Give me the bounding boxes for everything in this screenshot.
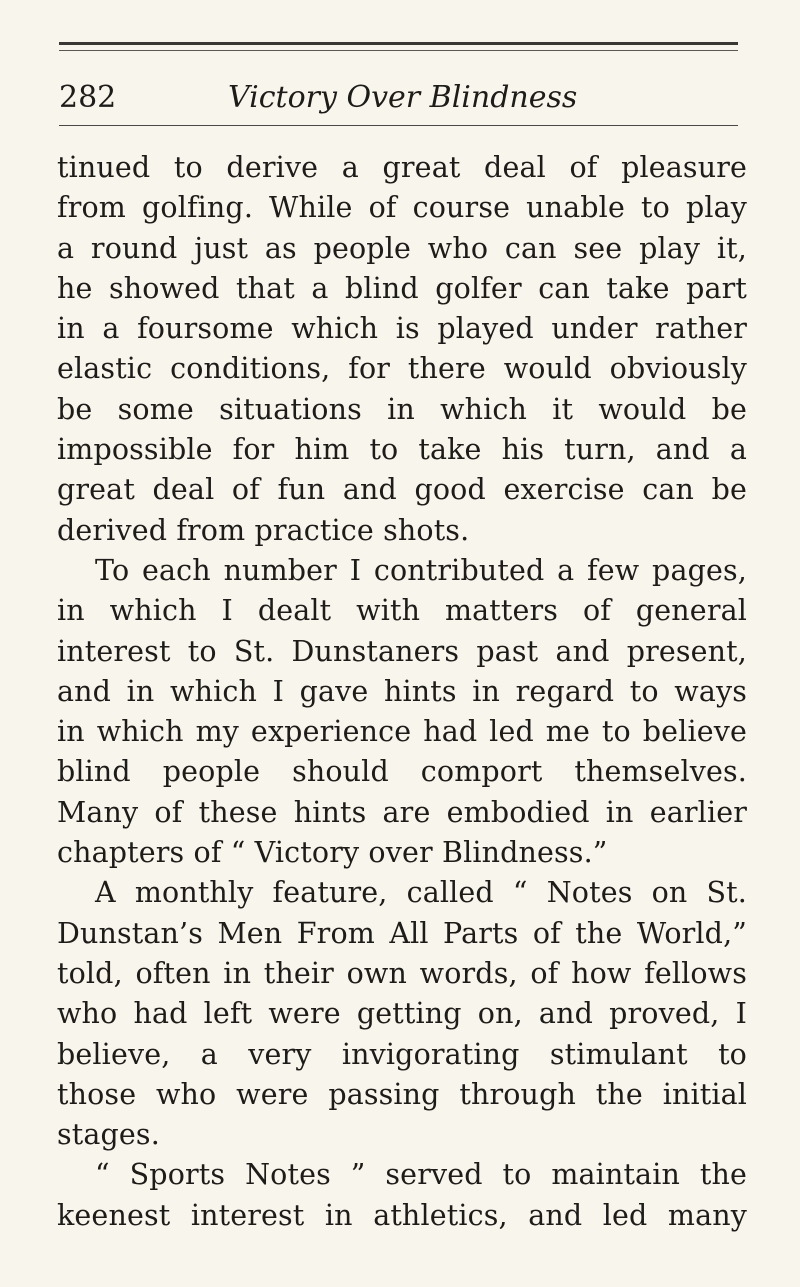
text-line: To each number I contributed a few pages, [95, 553, 747, 587]
text-line: who had left were getting on, and proved, I [57, 997, 747, 1031]
text-line: “ Sports Notes ” served to maintain the [95, 1158, 747, 1192]
text-line: blind people should comport themselves. [57, 755, 747, 789]
text-line: a round just as people who can see play it, [57, 231, 747, 265]
text-line: in a foursome which is played under rather [57, 312, 747, 346]
text-line: A monthly feature, called “ Notes on St. [95, 876, 747, 910]
text-line: believe, a very invigorating stimulant to [57, 1037, 747, 1071]
text-line: those who were passing through the initial [57, 1077, 747, 1111]
header-underline-rule [59, 125, 738, 126]
text-line: great deal of fun and good exercise can be [57, 473, 747, 507]
text-line: interest to St. Dunstaners past and present, [57, 634, 747, 668]
body-text [57, 148, 747, 1236]
text-line: told, often in their own words, of how fellows [57, 956, 747, 990]
text-line: in which I dealt with matters of general [57, 594, 747, 628]
text-line: be some situations in which it would be [57, 392, 747, 426]
text-line: elastic conditions, for there would obviously [57, 352, 747, 386]
text-line: he showed that a blind golfer can take part [57, 271, 747, 305]
text-line: Many of these hints are embodied in earlier [57, 795, 747, 829]
text-line: tinued to derive a great deal of pleasure [57, 151, 747, 184]
text-line: from golfing. While of course unable to play [57, 191, 747, 225]
header-rule-thin [59, 50, 738, 51]
text-line: derived from practice shots. [57, 513, 470, 547]
text-line: chapters of “ Victory over Blindness.” [57, 836, 608, 870]
text-line: and in which I gave hints in regard to ways [57, 674, 747, 708]
text-line: Dunstan’s Men From All Parts of the World,” [57, 916, 747, 950]
text-line: in which my experience had led me to believe [57, 715, 747, 749]
text-line: impossible for him to take his turn, and a [57, 433, 747, 467]
text-line: stages. [57, 1118, 160, 1152]
running-title: Victory Over Blindness [228, 80, 578, 115]
text-line: keenest interest in athletics, and led many [57, 1198, 747, 1232]
header-rule-thick [59, 42, 738, 45]
page-number: 282 [59, 80, 117, 115]
